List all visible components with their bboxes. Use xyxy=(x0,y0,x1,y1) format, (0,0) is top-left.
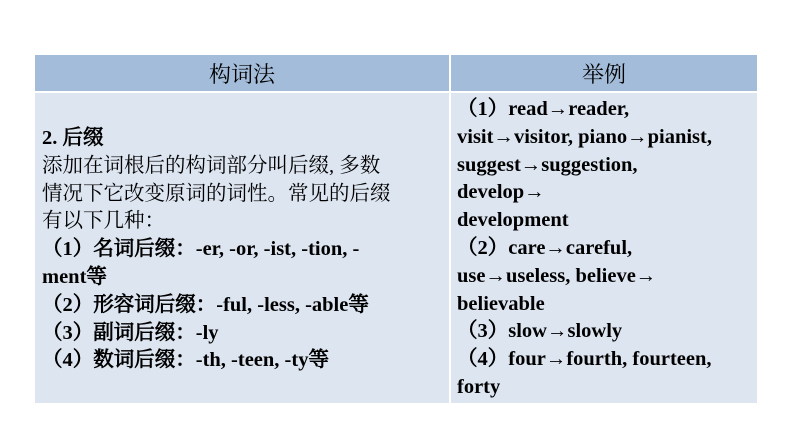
explanation-line: 添加在词根后的构词部分叫后缀, 多数 xyxy=(42,154,381,177)
explanation-line: 情况下它改变原词的词性。常见的后缀 xyxy=(42,182,391,205)
example-line: （2）care→careful, xyxy=(457,236,633,259)
suffix-row xyxy=(35,92,757,403)
numeral-suffix-line: （4）数词后缀：-th, -teen, -ty等 xyxy=(42,349,329,372)
example-line: （1）read→reader, xyxy=(457,98,630,120)
example-line: use→useless, believe→ xyxy=(457,264,657,287)
example-line: （3）slow→slowly xyxy=(457,320,623,343)
noun-suffix-line: （1）名词后缀：-er, -or, -ist, -tion, - xyxy=(42,238,360,261)
example-line: development xyxy=(457,209,569,232)
example-line: develop→ xyxy=(457,181,545,204)
explanation-line: 有以下几种： xyxy=(42,210,165,233)
word-formation-table xyxy=(35,55,757,403)
section-title: 2. 后缀 xyxy=(42,127,104,149)
header-row xyxy=(35,55,757,92)
example-line: forty xyxy=(457,375,501,398)
adverb-suffix-line: （3）副词后缀：-ly xyxy=(42,321,219,344)
suffix-explanation-cell xyxy=(35,92,450,403)
example-line: suggest→suggestion, xyxy=(457,153,638,176)
noun-suffix-line-cont: ment等 xyxy=(42,265,107,288)
adjective-suffix-line: （2）形容词后缀：-ful, -less, -able等 xyxy=(42,293,369,316)
example-line: visit→visitor, piano→pianist, xyxy=(457,125,712,148)
header-examples: 举例 xyxy=(450,55,757,92)
header-word-formation: 构词法 xyxy=(35,55,450,92)
example-line: believable xyxy=(457,292,545,315)
example-line: （4）four→fourth, fourteen, xyxy=(457,348,712,371)
suffix-examples-cell xyxy=(450,92,757,403)
